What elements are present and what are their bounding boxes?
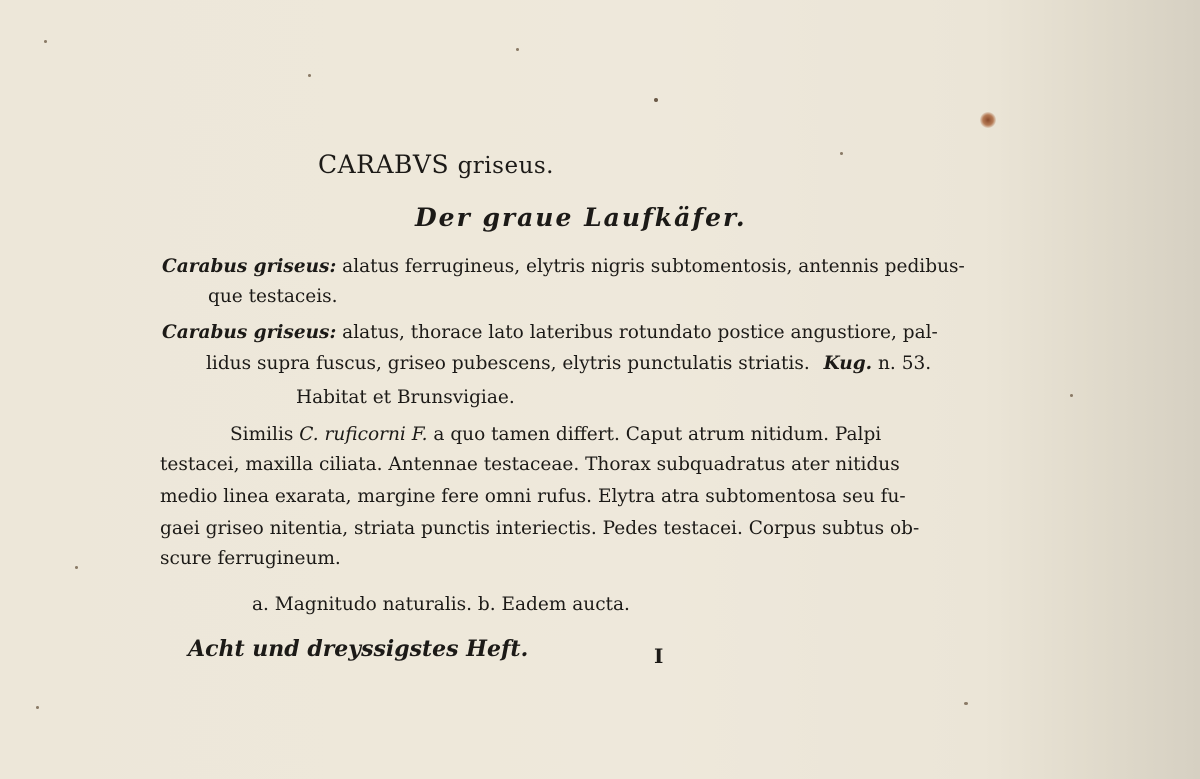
paper-speck (964, 702, 968, 705)
description-1-line-2: que testaceis. (208, 286, 338, 307)
body-text: Similis (230, 424, 294, 445)
page-title (318, 150, 554, 179)
body-line-5: scure ferrugineum. (160, 548, 341, 569)
description-1-line-1 (162, 256, 965, 277)
paper-speck (516, 48, 519, 51)
description-2-line-2 (206, 353, 931, 374)
paper-speck (44, 40, 47, 43)
body-line-1 (230, 424, 881, 445)
body-line-4: gaei griseo nitentia, striata punctis interiectis. Pedes testacei. Corpus subtus ob- (160, 518, 920, 539)
paper-speck (308, 74, 311, 77)
page-subtitle: Der graue Laufkäfer. (415, 203, 747, 232)
description-text: alatus, thorace lato lateribus rotundato postice angustiore, pal- (342, 322, 938, 343)
paper-stain (980, 112, 996, 128)
description-text: alatus ferrugineus, elytris nigris subtomentosis, antennis pedibus- (342, 256, 965, 277)
species-name: Carabus griseus: (162, 322, 337, 343)
paper-speck (36, 706, 39, 709)
description-2-line-1 (162, 322, 938, 343)
paper-speck (75, 566, 78, 569)
paper-speck (1070, 394, 1073, 397)
sheet-number: I (654, 644, 664, 668)
body-line-2: testacei, maxilla ciliata. Antennae testaceae. Thorax subquadratus ater nitidus (160, 454, 900, 475)
paper-speck (654, 98, 658, 102)
species-reference: C. ruficorni F. (299, 424, 428, 445)
body-line-3: medio linea exarata, margine fere omni rufus. Elytra atra subtomentosa seu fu- (160, 486, 906, 507)
signature-line: Acht und dreyssigstes Heft. (188, 636, 529, 662)
description-text: lidus supra fuscus, griseo pubescens, elytris punctulatis striatis. (206, 353, 810, 374)
habitat-line: Habitat et Brunsvigiae. (296, 387, 515, 408)
reference-author: Kug. (823, 353, 873, 374)
figure-caption: a. Magnitudo naturalis. b. Eadem aucta. (252, 594, 630, 615)
paper-speck (840, 152, 843, 155)
reference-number: n. 53. (878, 353, 932, 374)
title-species: griseus. (457, 153, 554, 179)
body-text: a quo tamen differt. Caput atrum nitidum. Palpi (433, 424, 882, 445)
species-name: Carabus griseus: (162, 256, 337, 277)
title-genus: CARABVS (318, 150, 450, 179)
